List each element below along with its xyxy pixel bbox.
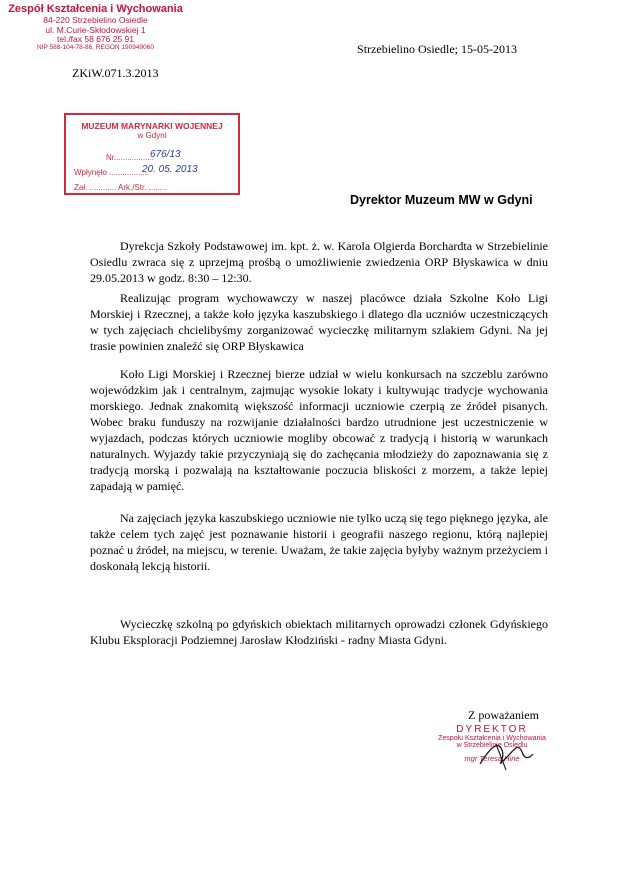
- paragraph-4: Na zajęciach języka kaszubskiego uczniowie nie tylko uczą się tego pięknego języka, ale także celem tych zajęć jest poznawanie historii i geografii naszego regionu, którą najlepiej poznać u źródeł, na miejscu, w terenie. Uważam, że takie zajęcia byłyby ważnym przeżyciem i doskonałą lekcją historii.: [90, 511, 548, 573]
- school-phone: tel./fax 58 676 25 91: [56, 34, 135, 44]
- museum-stamp-title: MUZEUM MARYNARKI WOJENNEJ: [81, 121, 223, 131]
- reference-number: ZKiW.071.3.2013: [72, 66, 159, 80]
- museum-receipt-stamp: [64, 113, 240, 195]
- place-date: Strzebielino Osiedle; 15-05-2013: [357, 42, 517, 56]
- paragraph-5: Wycieczkę szkolną po gdyńskich obiektach militarnych oprowadzi członek Gdyńskiego Klubu Eksploracji Podziemnej Jarosław Kłodziński - radny Miasta Gdyni.: [90, 617, 548, 647]
- stamp-nr-value: 676/13: [150, 149, 181, 160]
- stamp-nr-label: Nr..................: [106, 153, 155, 162]
- closing: Z poważaniem: [468, 708, 539, 722]
- stamp-received-label: Wpłynęło ..................: [74, 168, 150, 177]
- paragraph-3: Koło Ligi Morskiej i Rzecznej bierze udział w wielu konkursach na szczeblu zarówno wojewódzkim jak i centralnym, zajmując wysokie lokaty i kultywując tradycje wychowania morskiego. Jednak znakomitą większość informacji uczniowie czerpią ze źródeł pisanych. Wobec braku funduszy na rozwijanie działalności bardzo utrudnione jest uczestniczenie w wyjazdach, podczas których uczniowie mogliby obcować z tradycją i historią w warunkach naturalnych. Wyjazdy takie przyczyniają się do zachęcania młodzieży do zapoznawania się z tradycją morską i pozwalają na kształtowanie poczucia bliskości z morzem, a także lepiej zapadają w pamięć.: [90, 367, 548, 493]
- signature-stamp-line1: Zespołu Kształcenia i Wychowania: [438, 735, 546, 742]
- school-postal: 84-220 Strzebielino Osiedle: [43, 15, 148, 25]
- stamp-attachments-label: Zał. ............ Ark./Str. ........: [74, 183, 167, 192]
- museum-stamp-city: w Gdyni: [137, 131, 167, 140]
- letterhead-stamp: [8, 4, 183, 51]
- paragraph-1: Dyrekcja Szkoły Podstawowej im. kpt. ż. w. Karola Olgierda Borchardta w Strzebielinie Osiedlu zwraca się z uprzejmą prośbą o umożliwienie zwiedzenia ORP Błyskawica w dniu 29.05.2013 w godz. 8:30 – 12:30.: [90, 239, 548, 285]
- paragraph-2: Realizując program wychowawczy w naszej placówce działa Szkolne Koło Ligi Morskiej i Rzecznej, a także koło języka kaszubskiego i dlatego dla uczniów uczestniczących w tych zajęciach chcielibyśmy zorganizować wycieczkę militarnym szlakiem Gdyni. Na jej trasie powinien znaleźć się ORP Błyskawica: [90, 291, 548, 353]
- signature-stamp: [426, 724, 558, 763]
- school-nip: NIP 588-104-78-86, REGON 190949060: [37, 43, 154, 51]
- signature-stamp-name: mgr Teresa Hine: [464, 754, 520, 763]
- signature-stamp-line2: w Strzebielinie Osiedlu: [456, 742, 528, 749]
- school-name: Zespół Kształcenia i Wychowania: [8, 3, 183, 15]
- recipient: Dyrektor Muzeum MW w Gdyni: [350, 193, 533, 207]
- signature-stamp-title: DYREKTOR: [456, 724, 528, 735]
- handwritten-signature: [476, 730, 536, 774]
- school-street: ul. M.Curie-Skłodowskiej 1: [45, 24, 146, 35]
- stamp-received-value: 20. 05. 2013: [142, 164, 198, 175]
